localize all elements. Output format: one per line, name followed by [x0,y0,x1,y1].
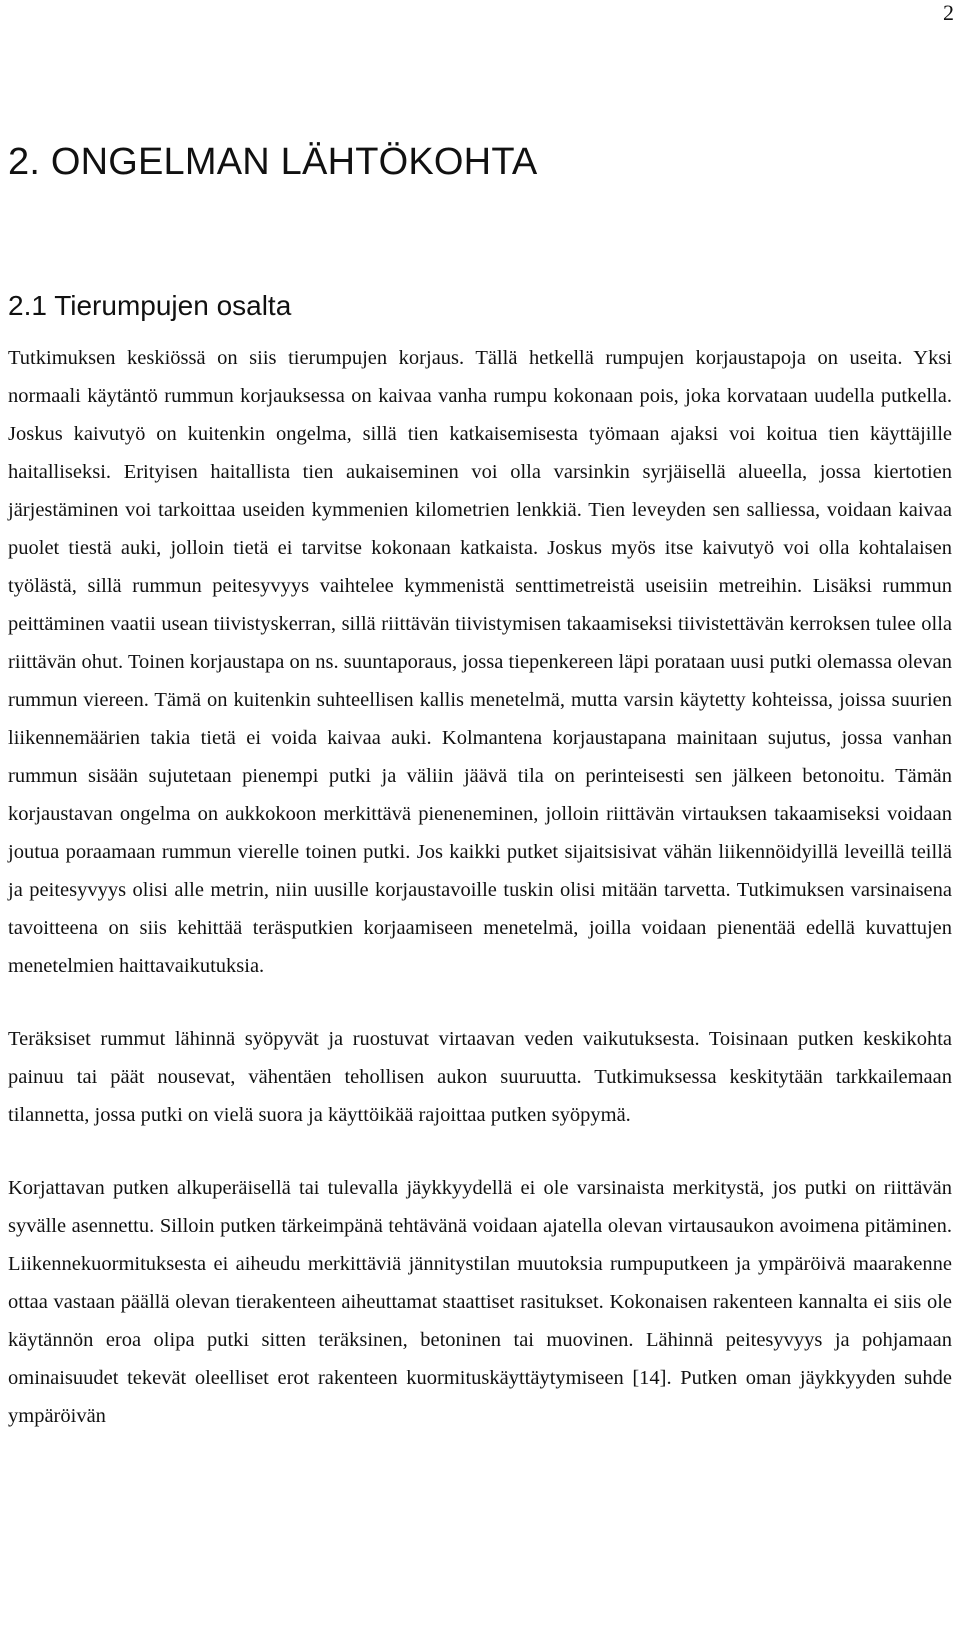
page-number: 2 [943,0,954,25]
body-text [8,339,952,1470]
paragraph: Teräksiset rummut lähinnä syöpyvät ja ruostuvat virtaavan veden vaikutuksesta. Toisinaan putken keskikohta painuu tai päät nousevat, vähentäen tehollisen aukon suuruutta. Tutkimuksessa keskitytään tarkkailemaan tilannetta, jossa putki on vielä suora ja käyttöikää rajoittaa putken syöpymä. [8,1028,952,1126]
paragraph: Tutkimuksen keskiössä on siis tierumpujen korjaus. Tällä hetkellä rumpujen korjaustapoja on useita. Yksi normaali käytäntö rummun korjauksessa on kaivaa vanha rumpu kokonaan pois, joka korvataan uudella putkella. Joskus kaivutyö on kuitenkin ongelma, sillä tien katkaisemisesta työmaan ajaksi voi koitua tien käyttäjille haitalliseksi. Erityisen haitallista tien aukaiseminen voi olla varsinkin syrjäisellä alueella, jossa kiertotien järjestäminen voi tarkoittaa useiden kymmenien kilometrien lenkkiä. Tien leveyden sen salliessa, voidaan kaivaa puolet tiestä auki, jolloin tietä ei tarvitse kokonaan katkaista. Joskus myös itse kaivutyö voi olla kohtalaisen työlästä, sillä rummun peitesyvyys vaihtelee kymmenistä senttimetreistä useisiin metreihin. Lisäksi rummun peittäminen vaatii usean tiivistyskerran, sillä riittävän tiivistymisen takaamiseksi tiivistettävän kerroksen tulee olla riittävän ohut. Toinen korjaustapa on ns. suuntaporaus, jossa tiepenkereen läpi porataan uusi putki olemassa olevan rummun viereen. Tämä on kuitenkin suhteellisen kallis menetelmä, mutta varsin käytetty kohteissa, joissa suurien liikennemäärien takia tietä ei voida kaivaa auki. Kolmantena korjaustapana mainitaan sujutus, jossa vanhan rummun sisään sujutetaan pienempi putki ja väliin jäävä tila on perinteisesti sen jälkeen betonoitu. Tämän korjaustavan ongelma on aukkokoon merkittävä pieneneminen, jolloin riittävän virtauksen takaamiseksi voidaan joutua poraamaan rummun vierelle toinen putki. Jos kaikki putket sijaitsisivat vähän liikennöidyillä leveillä teillä ja peitesyvyys olisi alle metrin, niin uusille korjaustavoille tuskin olisi mitään tarvetta. Tutkimuksen varsinaisena tavoitteena on siis kehittää teräsputkien korjaamiseen menetelmä, joilla voidaan pienentää edellä kuvattujen menetelmien haittavaikutuksia. [8,347,952,977]
chapter-title: 2. ONGELMAN LÄHTÖKOHTA [8,141,538,183]
section-title: 2.1 Tierumpujen osalta [8,290,292,321]
paragraph: Korjattavan putken alkuperäisellä tai tulevalla jäykkyydellä ei ole varsinaista merkitystä, jos putki on riittävän syvälle asennettu. Silloin putken tärkeimpänä tehtävänä voidaan ajatella olevan virtausaukon avoimena pitäminen. Liikennekuormituksesta ei aiheudu merkittäviä jännitystilan muutoksia rumpuputkeen ja ympäröivä maarakenne ottaa vastaan päällä olevan tierakenteen aiheuttamat staattiset rasitukset. Kokonaisen rakenteen kannalta ei siis ole käytännön eroa olipa putki sitten teräksinen, betoninen tai muovinen. Lähinnä peitesyvyys ja pohjamaan ominaisuudet tekevät oleelliset erot rakenteen kuormituskäyttäytymiseen [14]. Putken oman jäykkyyden suhde ympäröivän [8,1177,952,1427]
